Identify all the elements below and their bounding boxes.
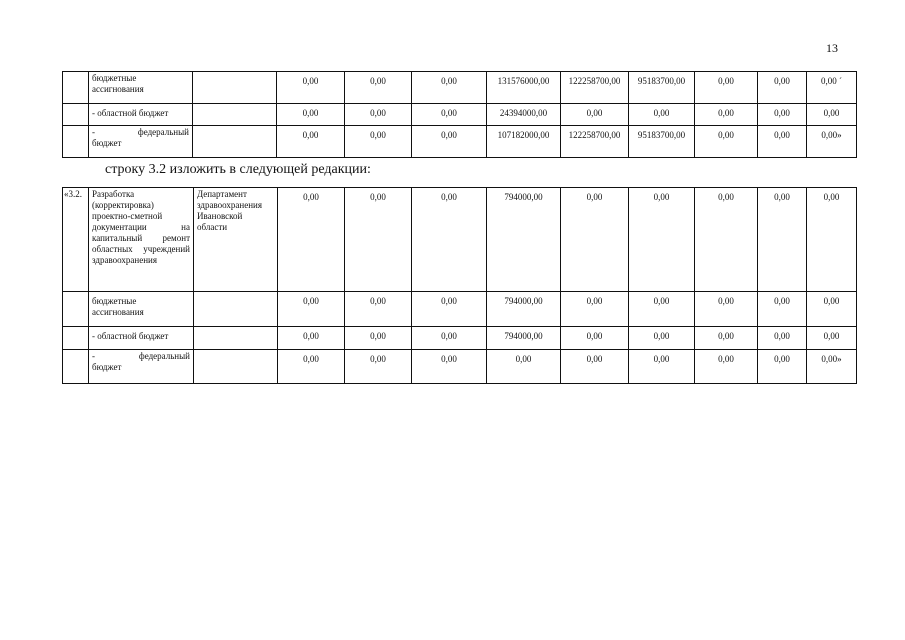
value-cell: 0,00 [345, 126, 412, 158]
value-cell: 0,00 [758, 350, 807, 384]
value-cell: 95183700,00 [629, 126, 695, 158]
responsible-cell [193, 104, 277, 126]
value-cell: 0,00 [561, 292, 629, 327]
value-cell: 131576000,00 [487, 72, 561, 104]
row-label: бюджетные ассигнования [89, 72, 193, 104]
responsible-cell [194, 327, 278, 350]
responsible-cell [193, 126, 277, 158]
value-cell: 0,00 [561, 350, 629, 384]
row-number-cell [63, 327, 89, 350]
value-cell: 0,00 [412, 292, 487, 327]
value-cell: 0,00 [412, 72, 487, 104]
value-cell: 0,00 [561, 327, 629, 350]
row-number-cell [63, 104, 89, 126]
row-number-cell [63, 350, 89, 384]
value-cell: 0,00 [629, 292, 695, 327]
value-cell: 0,00 [345, 292, 412, 327]
value-cell: 95183700,00 [629, 72, 695, 104]
value-cell: 0,00 [487, 350, 561, 384]
value-cell: 24394000,00 [487, 104, 561, 126]
value-cell: 0,00 [277, 72, 345, 104]
table-row [63, 72, 857, 104]
value-cell: 794000,00 [487, 327, 561, 350]
value-cell: 0,00» [807, 126, 857, 158]
row-number-cell [63, 292, 89, 327]
value-cell: 0,00 [278, 292, 345, 327]
table-row [63, 350, 857, 384]
responsible-cell [193, 72, 277, 104]
row-number-cell: «3.2. [63, 188, 89, 292]
value-cell: 0,00 [278, 327, 345, 350]
value-cell: 0,00 [278, 188, 345, 292]
label-tail: бюджет [92, 138, 122, 148]
value-cell: 0,00 [345, 104, 412, 126]
label-word: федеральный [138, 351, 190, 361]
value-cell: 0,00 [345, 350, 412, 384]
value-cell: 0,00 [758, 292, 807, 327]
value-cell: 0,00 [807, 104, 857, 126]
value-cell: 794000,00 [487, 292, 561, 327]
value-cell: 0,00 [412, 327, 487, 350]
value-cell: 0,00 [758, 188, 807, 292]
value-cell: 0,00 [695, 104, 758, 126]
value-cell: 0,00 [345, 188, 412, 292]
label-word: федеральный [137, 127, 189, 137]
value-cell: 0,00 [277, 104, 345, 126]
value-cell: 0,00 [561, 188, 629, 292]
row-number-cell [63, 126, 89, 158]
value-cell: 0,00 [807, 292, 857, 327]
value-cell: 122258700,00 [561, 72, 629, 104]
value-cell: 107182000,00 [487, 126, 561, 158]
value-cell: 0,00 [345, 327, 412, 350]
value-cell: 0,00 [629, 188, 695, 292]
instruction-text: строку 3.2 изложить в следующей редакции: [105, 162, 371, 177]
value-cell: 794000,00 [487, 188, 561, 292]
value-cell: 122258700,00 [561, 126, 629, 158]
value-cell: 0,00 [629, 104, 695, 126]
row-label: - областной бюджет [89, 104, 193, 126]
value-cell: 0,00 [629, 327, 695, 350]
value-cell: 0,00 [345, 72, 412, 104]
value-cell: 0,00 [695, 126, 758, 158]
row-label-federal [89, 126, 193, 158]
value-cell: 0,00 [278, 350, 345, 384]
label-tail: бюджет [92, 362, 122, 372]
value-cell: 0,00 [758, 104, 807, 126]
top-budget-table [62, 71, 857, 158]
value-cell: 0,00 [629, 350, 695, 384]
responsible-cell [194, 292, 278, 327]
value-cell: 0,00 [758, 72, 807, 104]
bottom-budget-table [62, 187, 857, 384]
value-cell: 0,00 [412, 188, 487, 292]
row-label-federal [89, 350, 194, 384]
responsible-cell: Департамент здравоохранения Ивановской области [194, 188, 278, 292]
value-cell: 0,00 [277, 126, 345, 158]
value-cell: 0,00 [758, 327, 807, 350]
value-cell: 0,00 [695, 188, 758, 292]
value-cell: 0,00 [807, 188, 857, 292]
page-number: 13 [826, 41, 838, 55]
value-cell: 0,00 [695, 72, 758, 104]
value-cell: 0,00 [412, 350, 487, 384]
value-cell: 0,00 [807, 327, 857, 350]
value-cell: 0,00 [695, 292, 758, 327]
value-cell: 0,00 [758, 126, 807, 158]
value-cell: 0,00» [807, 350, 857, 384]
value-cell: 0,00 [695, 327, 758, 350]
table-row [63, 188, 857, 292]
label-dash: - [92, 127, 95, 137]
value-cell: 0,00 [412, 104, 487, 126]
row-label: Разработка (корректировка) проектно-сметной документации на капитальный ремонт областных учреждений здравоохранения [89, 188, 194, 292]
table-row [63, 126, 857, 158]
row-number-cell [63, 72, 89, 104]
label-dash: - [92, 351, 95, 361]
table-row [63, 292, 857, 327]
row-label: - областной бюджет [89, 327, 194, 350]
table-row [63, 104, 857, 126]
value-cell: 0,00 [412, 126, 487, 158]
value-cell: 0,00 ´ [807, 72, 857, 104]
value-cell: 0,00 [561, 104, 629, 126]
row-label: бюджетные ассигнования [89, 292, 194, 327]
table-row [63, 327, 857, 350]
value-cell: 0,00 [695, 350, 758, 384]
responsible-cell [194, 350, 278, 384]
